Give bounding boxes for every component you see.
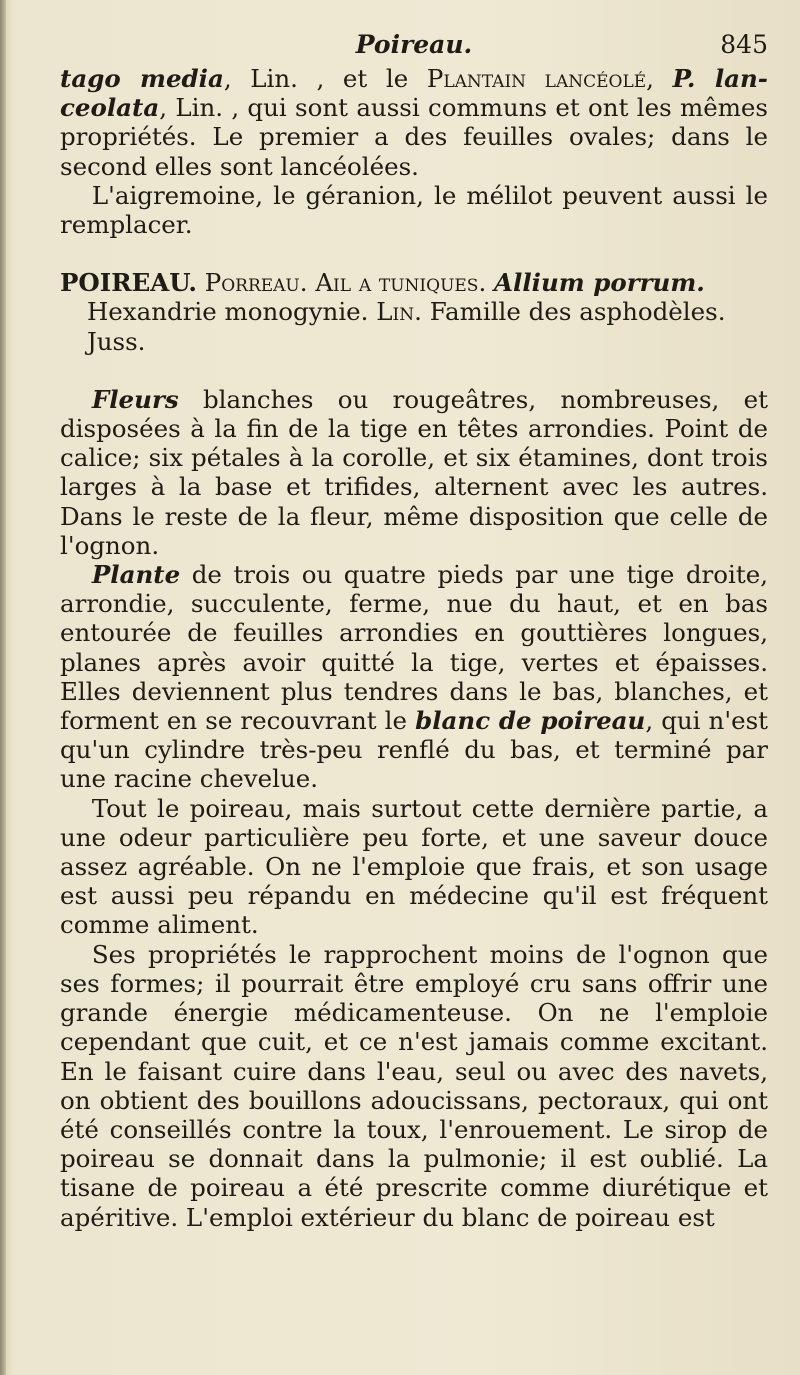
body-paragraph: Ses propriétés le rapprochent moins de l'ognon que ses formes; il pourrait être employé cru sans offrir une grande énergie médicamenteuse. On ne l'emploie cependant que cuit, et ce n'est jamais comme excitant. En le faisant cuire dans l'eau, seul ou avec des navets, on obtient des bouillons adoucissans, pectoraux, qui ont été conseillés contre la toux, l'enrouement. Le sirop de poireau se donnait dans la pulmonie; il est oublié. La tisane de poireau a été prescrite comme diurétique et apéritive. L'emploi extérieur du blanc de poireau est <box>60 939 768 1232</box>
entry-headword: POIREAU. <box>60 268 197 298</box>
page-number: 845 <box>720 30 768 59</box>
emphasis: blanc de poireau <box>415 706 646 736</box>
plant-label: Plante <box>91 560 181 590</box>
continuation-paragraph: tago media, Lin. , et le Plantain lancéolé, P. lan-ceolata, Lin. , qui sont aussi communs et ont les mêmes propriétés. Le premier a des feuilles ovales; dans le second elles sont lancéolées. <box>60 64 768 181</box>
latin-name: Allium porrum. <box>494 268 705 298</box>
plant-name: Plantain lancéolé <box>426 64 647 93</box>
entry-synonyms: Porreau. Ail a tuniques. <box>204 268 487 298</box>
plant-paragraph: Plante de trois ou quatre pieds par une tige droite, arrondie, succulente, ferme, nue du haut, et en bas entourée de feuilles arrondies en gouttières longues, planes après avoir quitté la tige, vertes et épaisses. Elles deviennent plus tendres dans le bas, blanches, et forment en se recouvrant le blanc de poireau, qui n'est qu'un cylindre très-peu renflé du bas, et terminé par une racine chevelue. <box>60 560 768 794</box>
replacement-paragraph: L'aigremoine, le géranion, le mélilot peuvent aussi le remplacer. <box>60 180 768 240</box>
running-head <box>60 28 768 64</box>
species-name: P. lan-ceolata <box>60 64 768 123</box>
entry-heading <box>60 268 768 297</box>
flowers-paragraph: Fleurs blanches ou rougeâtres, nombreuses, et disposées à la fin de la tige en têtes arrondies. Point de calice; six pétales à la corolle, et six étamines, dont trois larges à la base et trifides, alternent avec les autres. Dans le reste de la fleur, même disposition que celle de l'ognon. <box>60 384 768 560</box>
running-title: Poireau. <box>355 30 473 59</box>
species-name: tago media <box>60 64 224 93</box>
spacer <box>60 356 768 385</box>
page-text <box>60 28 768 1232</box>
page-edge <box>0 0 6 1375</box>
entry-classification: Hexandrie monogynie. Lin. Famille des asphodèles. <box>86 297 726 327</box>
body-paragraph: Tout le poireau, mais surtout cette dernière partie, a une odeur particulière peu forte, et une saveur douce assez agréable. On ne l'emploie que frais, et son usage est aussi peu répandu en médecine qu'il est fréquent comme aliment. <box>60 793 768 940</box>
entry-authority: Juss. <box>86 326 146 356</box>
flowers-label: Fleurs <box>91 384 179 414</box>
spacer <box>60 239 768 268</box>
